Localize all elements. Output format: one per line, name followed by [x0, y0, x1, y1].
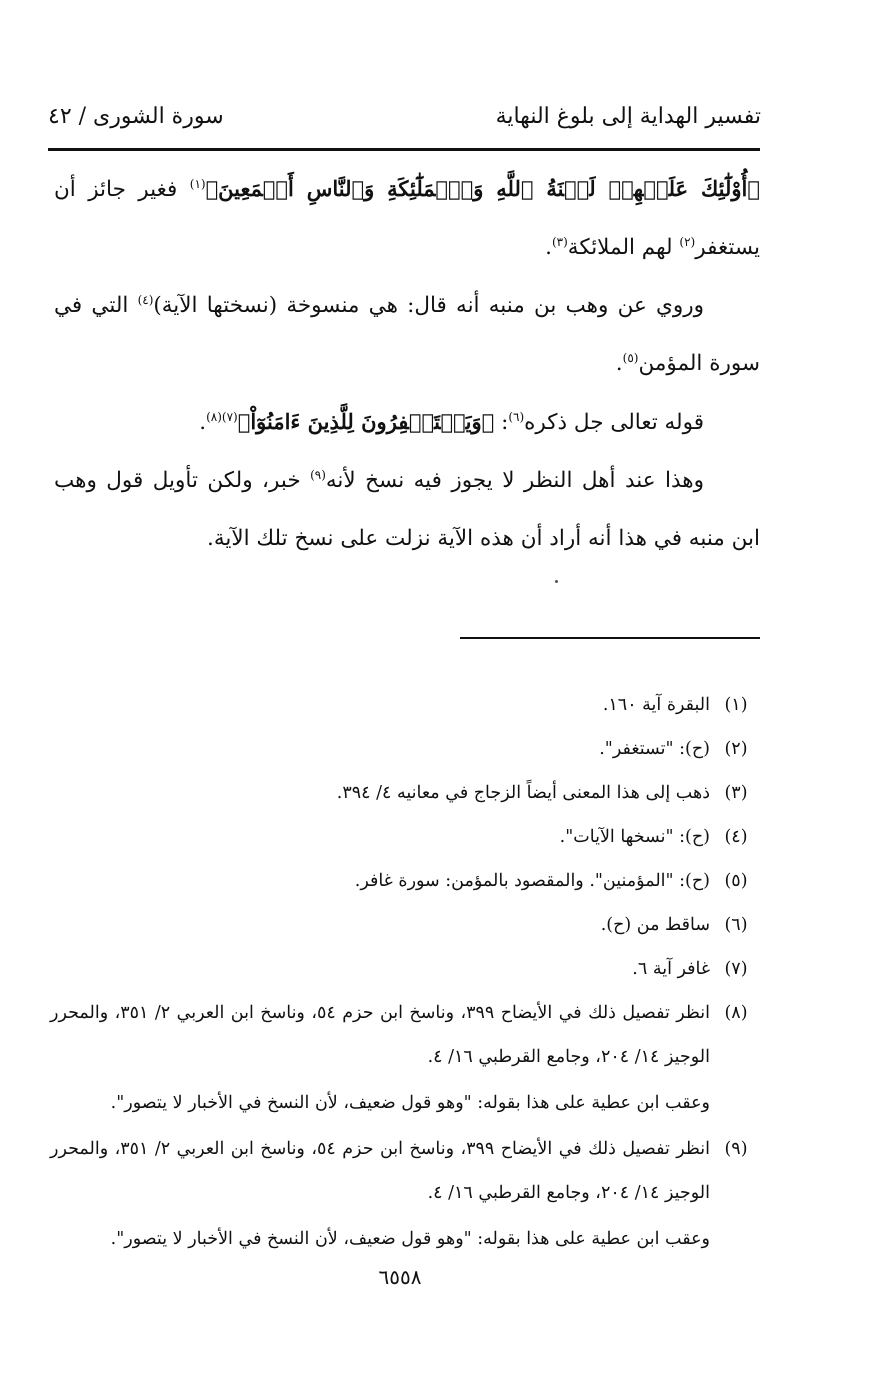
paragraph-4 [54, 452, 760, 568]
paragraph-text: . [545, 235, 552, 260]
footnote-number: (٦) [724, 915, 748, 935]
footnote-number: (١) [724, 695, 748, 715]
footnote-number: (٥) [724, 871, 748, 891]
paragraph-text: . [199, 410, 207, 435]
footnote-line: ذهب إلى هذا المعنى أيضاً الزجاج في معانيه ٤/ ٣٩٤. [336, 783, 710, 803]
footnote-ref: (٦) [508, 409, 525, 424]
footnote-line: ساقط من (ح). [600, 915, 710, 935]
footnote-text [50, 815, 710, 859]
footnote-line: انظر تفصيل ذلك في الأيضاح ٣٩٩، وناسخ ابن حزم ٥٤، وناسخ ابن العربي ٢/ ٣٥١، والمحرر الوجيز ١٤/ ٢٠٤، وجامع القرطبي ١٦/ ٤. [50, 1139, 710, 1203]
paragraph-text: فغير جائز أن يستغفر [54, 177, 760, 260]
header-rule [48, 148, 760, 151]
footnote-text [50, 727, 710, 771]
footnote-ref: (٨) [206, 409, 222, 424]
footnote-number: (٤) [724, 827, 748, 847]
running-header [48, 104, 761, 144]
footnote-item [50, 815, 762, 859]
footnote-item [50, 903, 762, 947]
paragraph-text: وروي عن وهب بن منبه أنه قال: هي منسوخة (نسختها الآية) [153, 293, 704, 318]
footnote-number: (٢) [724, 739, 748, 759]
paragraph-text: قوله تعالى جل ذكره [524, 410, 704, 435]
footnote-item [50, 771, 762, 815]
book-title: تفسير الهداية إلى بلوغ النهاية [495, 104, 761, 129]
footnote-number: (٣) [724, 783, 748, 803]
footnote-ref: (٣) [551, 234, 568, 249]
footnote-ref: (٩) [310, 467, 326, 482]
footnote-item [50, 727, 762, 771]
footnote-item [50, 1127, 762, 1263]
stray-mark [555, 580, 558, 583]
paragraph-1 [54, 160, 760, 277]
footnote-text [50, 903, 710, 947]
surah-reference: سورة الشورى / ٤٢ [48, 104, 224, 129]
quran-verse: ﴿أُوْلَٰٓئِكَ عَلَيۡهِمۡ لَعۡنَةُ ٱللَّهِ وَٱلۡمَلَٰٓئِكَةِ وَٱلنَّاسِ أَجۡمَعِينَ﴾ [205, 176, 760, 201]
paragraph-3 [54, 393, 760, 452]
footnote-ref: (١) [189, 176, 206, 191]
footnote-text [50, 947, 710, 991]
footnote-item [50, 991, 762, 1127]
paragraph-text: التي في سورة المؤمن [54, 293, 760, 376]
footnote-comment: وعقب ابن عطية على هذا بقوله: "وهو قول ضعيف، لأن النسخ في الأخبار لا يتصور". [110, 1093, 710, 1113]
footnote-line: انظر تفصيل ذلك في الأيضاح ٣٩٩، وناسخ ابن حزم ٥٤، وناسخ ابن العربي ٢/ ٣٥١، والمحرر الوجيز ١٤/ ٢٠٤، وجامع القرطبي ١٦/ ٤. [50, 1003, 710, 1067]
page-number: ٦٥٥٨ [378, 1265, 422, 1289]
footnote-comment: وعقب ابن عطية على هذا بقوله: "وهو قول ضعيف، لأن النسخ في الأخبار لا يتصور". [110, 1229, 710, 1249]
footnote-ref: (٤) [137, 292, 154, 307]
footnote-ref: (٧) [221, 409, 238, 424]
footnote-number: (٩) [724, 1139, 748, 1159]
footnote-number: (٧) [724, 959, 748, 979]
paragraph-text: لهم الملائكة [567, 235, 680, 260]
paragraph-text: وهذا عند أهل النظر لا يجوز فيه نسخ لأنه [325, 468, 704, 493]
footnote-text [50, 1127, 710, 1263]
footnote-line: البقرة آية ١٦٠. [602, 695, 710, 715]
footnote-text [50, 771, 710, 815]
paragraph-text: خبر، ولكن تأويل قول وهب ابن منبه في هذا أنه أراد أن هذه الآية نزلت على نسخ تلك الآية. [54, 468, 760, 551]
footnote-line: (ح): "نسخها الآيات". [559, 827, 710, 847]
paragraph-text: : [494, 410, 509, 435]
footnote-separator [460, 637, 760, 639]
footnote-item [50, 947, 762, 991]
footnote-ref: (٢) [679, 234, 696, 249]
paragraph-text: . [615, 351, 623, 376]
quran-verse: ﴿وَيَسۡتَغۡفِرُونَ لِلَّذِينَ ءَامَنُوٓاْ﴾ [237, 409, 495, 434]
main-text [54, 160, 760, 568]
footnote-text [50, 683, 710, 727]
footnote-item [50, 859, 762, 903]
footnote-number: (٨) [724, 1003, 748, 1023]
footnote-ref: (٥) [622, 350, 639, 365]
footnote-item [50, 683, 762, 727]
paragraph-2 [54, 277, 760, 393]
footnotes-list [50, 683, 762, 1263]
footnote-text [50, 991, 710, 1127]
footnote-text [50, 859, 710, 903]
footnote-line: (ح): "تستغفر". [599, 739, 710, 759]
footnote-line: غافر آية ٦. [632, 959, 710, 979]
footnote-line: (ح): "المؤمنين". والمقصود بالمؤمن: سورة غافر. [354, 871, 710, 891]
